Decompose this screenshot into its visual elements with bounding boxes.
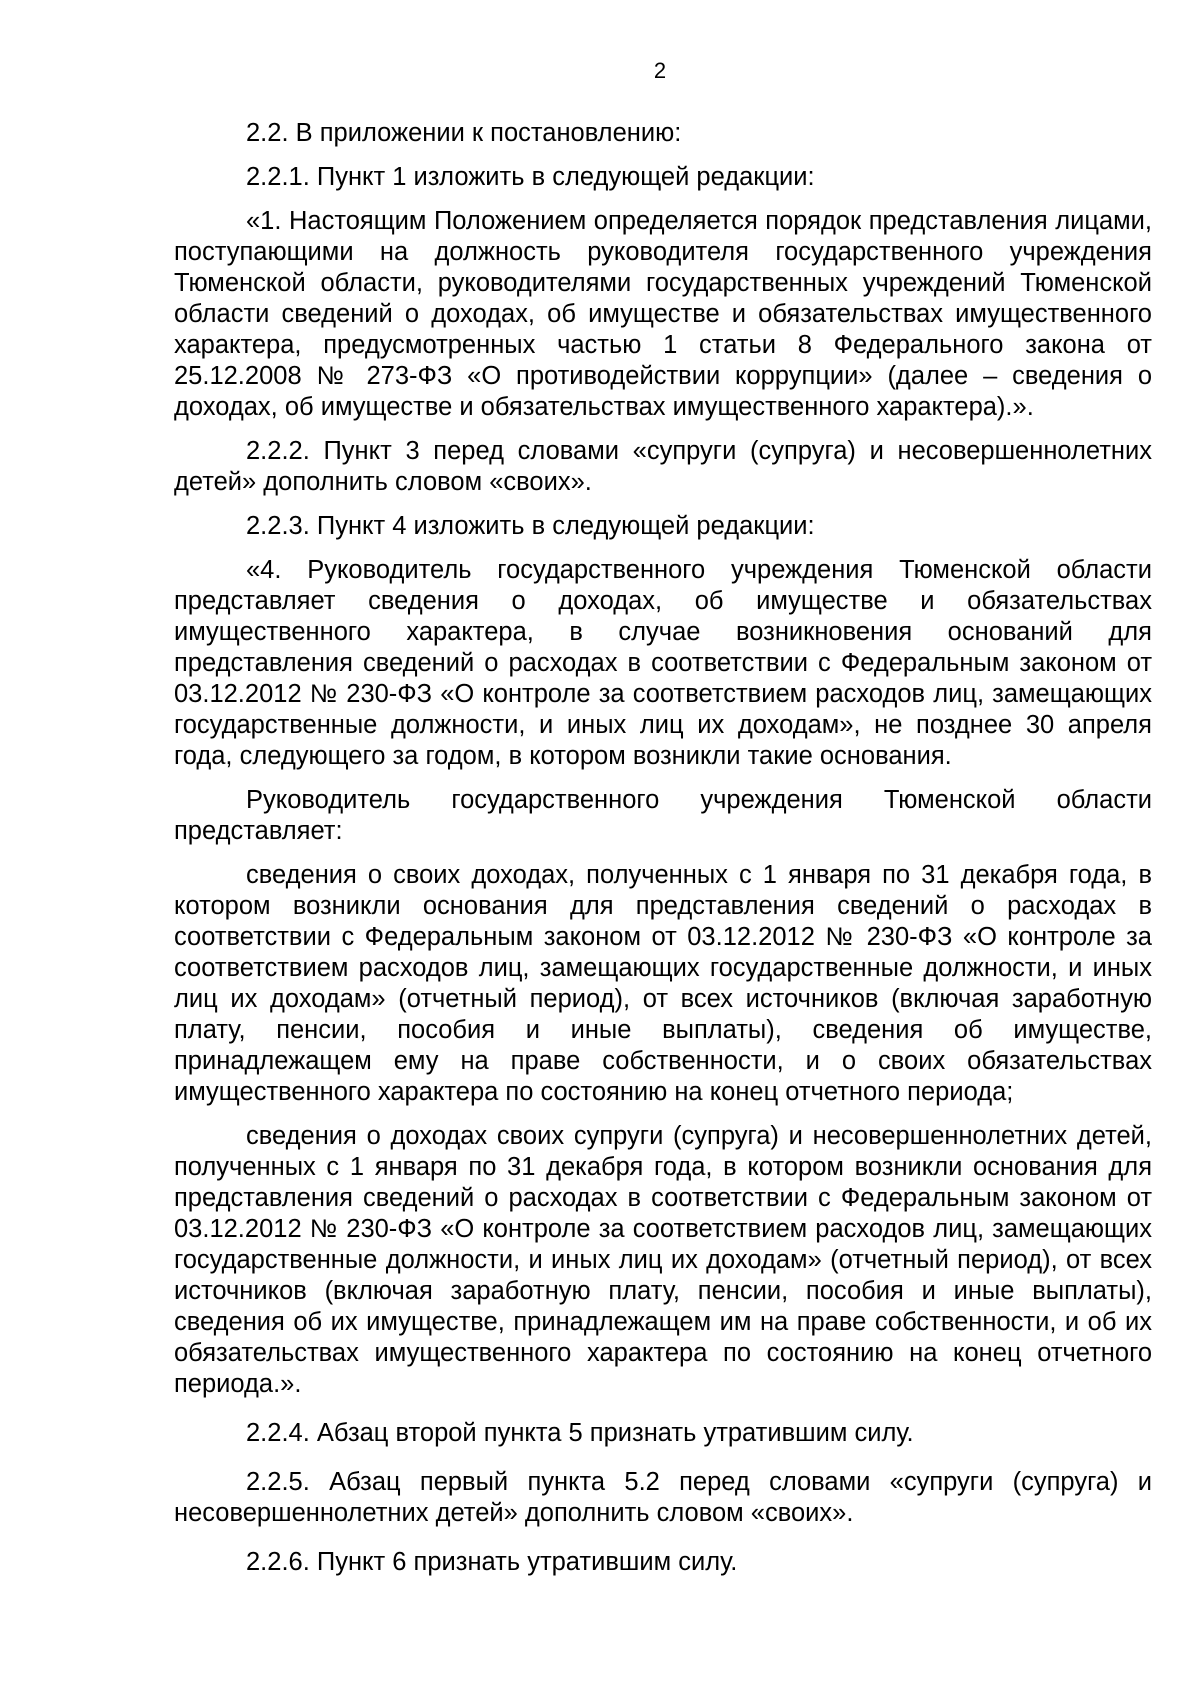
document-text <box>174 118 1152 1578</box>
paragraph-2-2-4: 2.2.4. Абзац второй пункта 5 признать утратившим силу. <box>246 1419 914 1447</box>
paragraph-head-presents: Руководитель государственного учреждения Тюменской области представляет: <box>174 786 1152 845</box>
paragraph-2-2-1: 2.2.1. Пункт 1 изложить в следующей редакции: <box>246 163 815 191</box>
paragraph-family-income: сведения о доходах своих супруги (супруга) и несовершеннолетних детей, полученных с 1 января по 31 декабря года, в котором возникли основания для представления сведений о расходах в соответствии с Федеральным законом от 03.12.2012 № 230-ФЗ «О контроле за соответствием расходов лиц, замещающих государственные должности, и иных лиц их доходам» (отчетный период), от всех источников (включая заработную плату, пенсии, пособия и иные выплаты), сведения об их имуществе, принадлежащем им на праве собственности, и об их обязательствах имущественного характера по состоянию на конец отчетного периода.». <box>174 1122 1152 1398</box>
paragraph-2-2-2: 2.2.2. Пункт 3 перед словами «супруги (супруга) и несовершеннолетних детей» дополнить словом «своих». <box>174 437 1152 496</box>
page-number: 2 <box>653 58 667 83</box>
paragraph-point-4-text: «4. Руководитель государственного учреждения Тюменской области представляет сведения о доходах, об имуществе и обязательствах имущественного характера, в случае возникновения оснований для представления сведений о расходах в соответствии с Федеральным законом от 03.12.2012 № 230-ФЗ «О контроле за соответствием расходов лиц, замещающих государственные должности, и иных лиц их доходам», не позднее 30 апреля года, следующего за годом, в котором возникли такие основания. <box>174 556 1152 770</box>
paragraph-2-2-6: 2.2.6. Пункт 6 признать утратившим силу. <box>246 1548 738 1576</box>
paragraph-point-1-text: «1. Настоящим Положением определяется порядок представления лицами, поступающими на должность руководителя государственного учреждения Тюменской области, руководителями государственных учреждений Тюменской области сведений о доходах, об имуществе и обязательствах имущественного характера, предусмотренных частью 1 статьи 8 Федерального закона от 25.12.2008 № 273-ФЗ «О противодействии коррупции» (далее – сведения о доходах, об имуществе и обязательствах имущественного характера).». <box>174 207 1152 421</box>
paragraph-2-2-5: 2.2.5. Абзац первый пункта 5.2 перед словами «супруги (супруга) и несовершеннолетних детей» дополнить словом «своих». <box>174 1468 1152 1527</box>
paragraph-own-income: сведения о своих доходах, полученных с 1 января по 31 декабря года, в котором возникли основания для представления сведений о расходах в соответствии с Федеральным законом от 03.12.2012 № 230-ФЗ «О контроле за соответствием расходов лиц, замещающих государственные должности, и иных лиц их доходам» (отчетный период), от всех источников (включая заработную плату, пенсии, пособия и иные выплаты), сведения об имуществе, принадлежащем ему на праве собственности, и о своих обязательствах имущественного характера по состоянию на конец отчетного периода; <box>174 861 1152 1106</box>
paragraph-2-2-3: 2.2.3. Пункт 4 изложить в следующей редакции: <box>246 512 815 540</box>
paragraph-2-2: 2.2. В приложении к постановлению: <box>246 119 682 147</box>
